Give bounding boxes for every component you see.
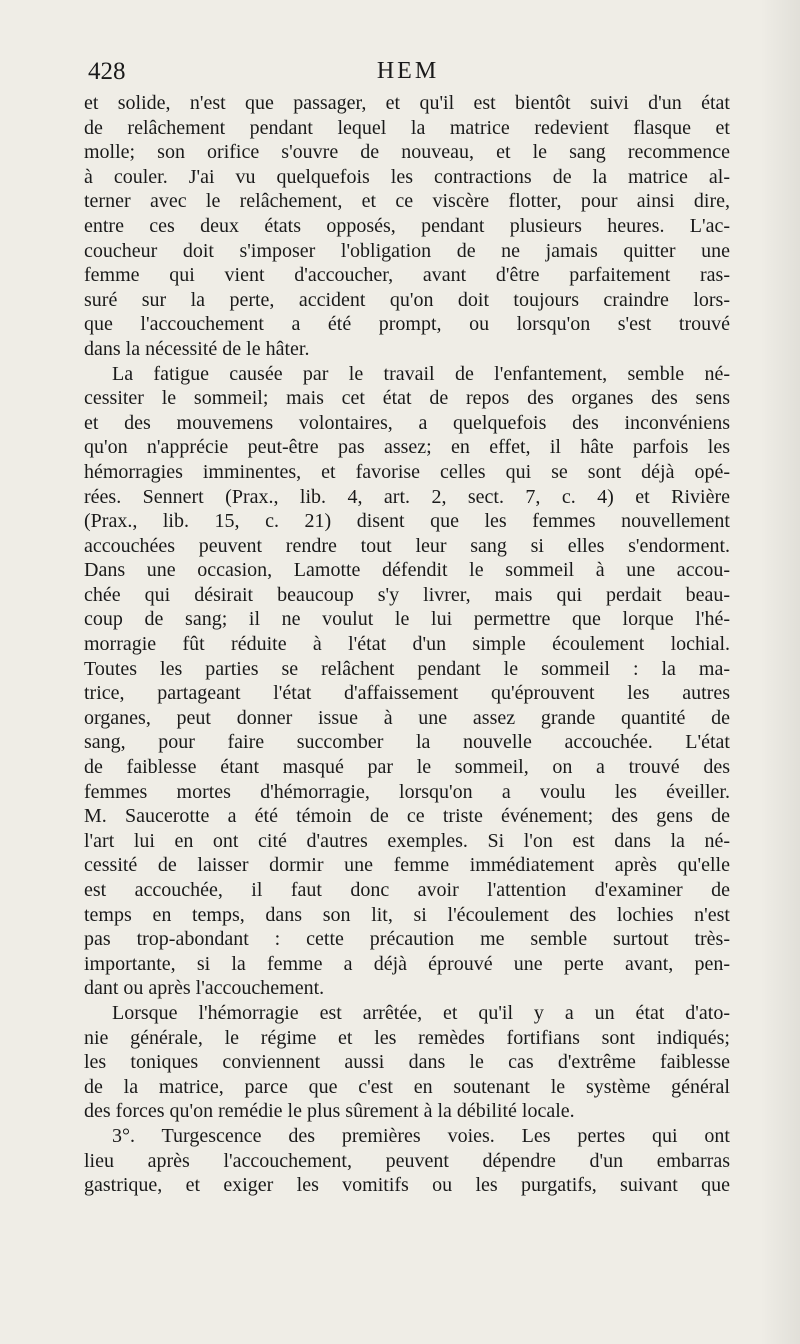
text-line: cessité de laisser dormir une femme immédiatement après qu'elle — [84, 854, 730, 877]
text-line: gastrique, et exiger les vomitifs ou les purgatifs, suivant que — [84, 1174, 730, 1197]
text-line: que l'accouchement a été prompt, ou lorsqu'on s'est trouvé — [84, 313, 730, 336]
text-line: Toutes les parties se relâchent pendant le sommeil : la ma- — [84, 657, 730, 680]
text-line: lieu après l'accouchement, peuvent dépendre d'un embarras — [84, 1149, 730, 1172]
text-line: terner avec le relâchement, et ce viscère flotter, pour ainsi dire, — [84, 190, 730, 213]
text-line: de la matrice, parce que c'est en soutenant le système général — [84, 1075, 730, 1098]
text-line: rées. Sennert (Prax., lib. 4, art. 2, sect. 7, c. 4) et Rivière — [84, 485, 730, 508]
text-line: Lorsque l'hémorragie est arrêtée, et qu'il y a un état d'ato- — [112, 1001, 730, 1024]
text-line: qu'on n'apprécie peut-être pas assez; en effet, il hâte parfois les — [84, 436, 730, 459]
text-line: suré sur la perte, accident qu'on doit toujours craindre lors- — [84, 288, 730, 311]
text-line: (Prax., lib. 15, c. 21) disent que les femmes nouvellement — [84, 510, 730, 533]
text-line: des forces qu'on remédie le plus sûrement à la débilité locale. — [84, 1100, 575, 1123]
text-line: coup de sang; il ne voulut le lui permettre que lorque l'hé- — [84, 608, 730, 631]
text-line: cessiter le sommeil; mais cet état de repos des organes des sens — [84, 387, 730, 410]
text-line: Dans une occasion, Lamotte défendit le sommeil à une accou- — [84, 559, 730, 582]
text-line: à couler. J'ai vu quelquefois les contractions de la matrice al- — [84, 165, 730, 188]
text-line: est accouchée, il faut donc avoir l'attention d'examiner de — [84, 879, 730, 901]
text-line: temps en temps, dans son lit, si l'écoulement des lochies n'est — [84, 903, 730, 926]
page-edge-shadow — [760, 0, 800, 1344]
running-head: HEM — [376, 58, 440, 84]
text-line: l'art lui en ont cité d'autres exemples. Si l'on est dans la né- — [84, 829, 730, 852]
text-line: dans la nécessité de le hâter. — [84, 337, 310, 360]
text-line: sang, pour faire succomber la nouvelle accouchée. L'état — [84, 731, 730, 754]
text-line: hémorragies imminentes, et favorise celles qui se sont déjà opé- — [84, 460, 730, 483]
text-line: trice, partageant l'état d'affaissement qu'éprouvent les autres — [84, 682, 730, 705]
page-header — [88, 58, 728, 94]
text-line: entre ces deux états opposés, pendant plusieurs heures. L'ac- — [84, 214, 730, 237]
text-line: pas trop-abondant : cette précaution me semble surtout très- — [84, 928, 730, 951]
body-text — [84, 91, 730, 1198]
text-line: de relâchement pendant lequel la matrice redevient flasque et — [84, 116, 730, 139]
text-line: nie générale, le régime et les remèdes fortifians sont indiqués; — [84, 1026, 730, 1049]
text-line: coucheur doit s'imposer l'obligation de ne jamais quitter une — [84, 239, 730, 262]
text-line: femmes mortes d'hémorragie, lorsqu'on a voulu les éveiller. — [84, 780, 730, 803]
text-line: de faiblesse étant masqué par le sommeil, on a trouvé des — [84, 756, 730, 779]
text-line: organes, peut donner issue à une assez grande quantité de — [84, 706, 730, 729]
text-line: accouchées peuvent rendre tout leur sang si elles s'endorment. — [84, 534, 730, 557]
text-line: chée qui désirait beaucoup s'y livrer, mais qui perdait beau- — [84, 583, 730, 606]
text-line: les toniques conviennent aussi dans le cas d'extrême faiblesse — [84, 1051, 730, 1074]
text-line: morragie fût réduite à l'état d'un simple écoulement lochial. — [84, 633, 730, 656]
text-line: femme qui vient d'accoucher, avant d'être parfaitement ras- — [84, 264, 730, 287]
text-line: importante, si la femme a déjà éprouvé une perte avant, pen- — [84, 952, 730, 975]
text-line: M. Saucerotte a été témoin de ce triste événement; des gens de — [84, 805, 730, 828]
text-line: et solide, n'est que passager, et qu'il est bientôt suivi d'un état — [84, 92, 730, 114]
page-number: 428 — [88, 58, 126, 85]
text-line: La fatigue causée par le travail de l'enfantement, semble né- — [112, 362, 730, 385]
text-line: et des mouvemens volontaires, a quelquefois des inconvéniens — [84, 411, 730, 434]
text-line: molle; son orifice s'ouvre de nouveau, et le sang recommence — [84, 141, 730, 164]
text-line: dant ou après l'accouchement. — [84, 977, 325, 1000]
text-line: 3°. Turgescence des premières voies. Les pertes qui ont — [112, 1124, 730, 1147]
